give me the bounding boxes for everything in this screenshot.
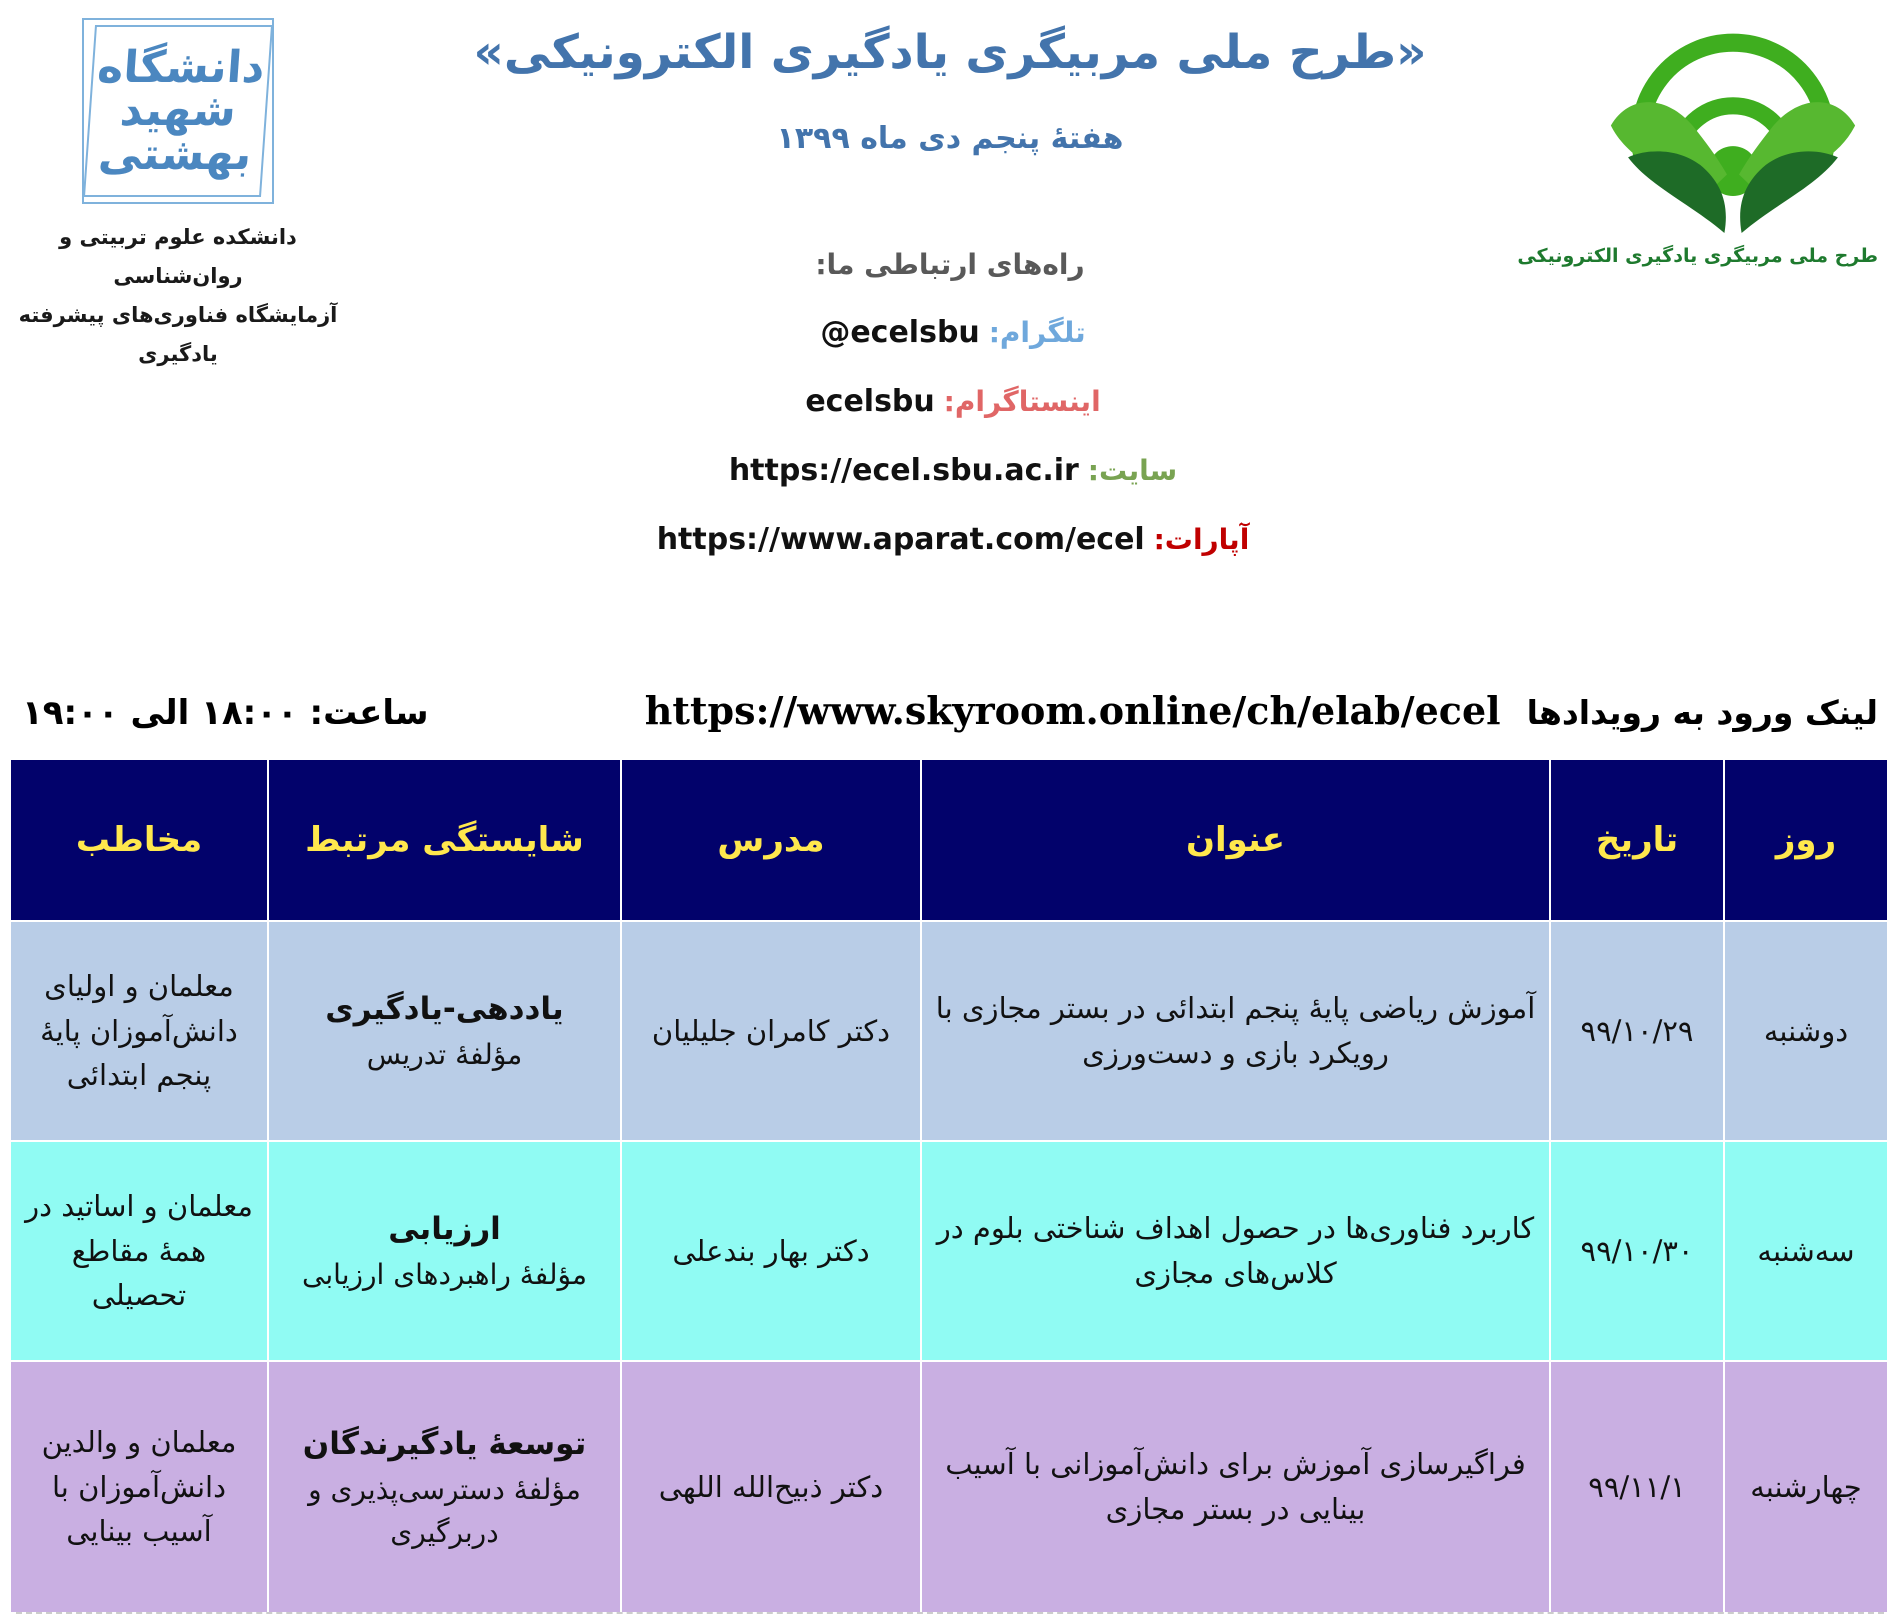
col-header-instructor: مدرس (621, 759, 921, 921)
cell-instructor: دکتر بهار بندعلی (621, 1141, 921, 1361)
competency-sub: مؤلفۀ تدریس (366, 1038, 523, 1072)
contact-site (330, 453, 1570, 488)
contact-instagram (330, 384, 1570, 419)
telegram-value: @ecelsbu (820, 315, 980, 351)
competency-sub: مؤلفۀ دسترسی‌پذیری و دربرگیری (308, 1472, 581, 1550)
site-label: سایت: (1087, 454, 1178, 488)
instagram-value: ecelsbu (805, 384, 935, 420)
col-header-date: تاریخ (1550, 759, 1724, 921)
cell-audience: معلمان و اساتید در همۀ مقاطع تحصیلی (10, 1141, 268, 1361)
schedule-table-wrap (11, 758, 1889, 1614)
contact-aparat (330, 522, 1570, 557)
table-header-row (10, 759, 1888, 921)
cell-competency (268, 921, 621, 1141)
competency-main: ارزیابی (388, 1211, 501, 1248)
events-link-label: لینک ورود به رویدادها (1526, 693, 1878, 732)
faculty-name: دانشکده علوم تربیتی و روان‌شناسی (59, 225, 297, 288)
table-row (10, 921, 1888, 1141)
ecel-logo-block (1517, 8, 1878, 267)
page-subtitle: هفتۀ پنجم دی ماه ۱۳۹۹ (776, 121, 1124, 157)
site-url-link[interactable]: https://ecel.sbu.ac.ir (728, 453, 1079, 489)
cell-date: ۹۹/۱۱/۱ (1550, 1361, 1724, 1613)
wifi-hands-logo-icon (1604, 8, 1862, 243)
cell-day: دوشنبه (1724, 921, 1888, 1141)
session-time: ساعت: ۱۸:۰۰ الی ۱۹:۰۰ (22, 693, 429, 733)
cell-date: ۹۹/۱۰/۲۹ (1550, 921, 1724, 1141)
contact-heading: راه‌های ارتباطی ما: (815, 248, 1085, 282)
cell-title: آموزش ریاضی پایۀ پنجم ابتدائی در بستر مجازی با رویکرد بازی و دست‌ورزی (921, 921, 1550, 1141)
university-logo-calligraphy (83, 25, 273, 197)
cell-instructor: دکتر ذبیح‌الله اللهی (621, 1361, 921, 1613)
cell-audience: معلمان و اولیای دانش‌آموزان پایۀ پنجم ابتدائی (10, 921, 268, 1141)
poster-header (0, 0, 1900, 640)
cell-day: سه‌شنبه (1724, 1141, 1888, 1361)
contact-telegram (330, 315, 1570, 350)
cell-audience: معلمان و والدین دانش‌آموزان با آسیب بینایی (10, 1361, 268, 1613)
cell-title: کاربرد فناوری‌ها در حصول اهداف شناختی بلوم در کلاس‌های مجازی (921, 1141, 1550, 1361)
page-break-line (16, 1612, 1884, 1614)
logo-word: دانشگاه (95, 42, 267, 94)
col-header-audience: مخاطب (10, 759, 268, 921)
cell-competency (268, 1141, 621, 1361)
logo-word: شهید (118, 85, 238, 137)
cell-day: چهارشنبه (1724, 1361, 1888, 1613)
cell-instructor: دکتر کامران جلیلیان (621, 921, 921, 1141)
schedule-table (9, 758, 1889, 1614)
left-hand-shape (1611, 102, 1727, 233)
competency-main: یاددهی-یادگیری (325, 991, 564, 1028)
events-bar (0, 688, 1900, 733)
aparat-label: آپارات: (1153, 523, 1250, 557)
cell-date: ۹۹/۱۰/۳۰ (1550, 1141, 1724, 1361)
telegram-label: تلگرام: (988, 316, 1086, 350)
competency-sub: مؤلفۀ راهبردهای ارزیابی (302, 1258, 587, 1292)
col-header-day: روز (1724, 759, 1888, 921)
aparat-url-link[interactable]: https://www.aparat.com/ecel (656, 522, 1145, 558)
title-contact-block (330, 22, 1570, 557)
logo-word: بهشتی (96, 128, 254, 180)
events-link-group (645, 688, 1878, 733)
table-row (10, 1141, 1888, 1361)
events-link-url[interactable]: https://www.skyroom.online/ch/elab/ecel (644, 688, 1501, 733)
page-title: «طرح ملی مربیگری یادگیری الکترونیکی» (473, 25, 1427, 80)
instagram-label: اینستاگرام: (943, 385, 1101, 419)
table-row (10, 1361, 1888, 1613)
university-logo-icon (82, 18, 274, 204)
col-header-competency: شایستگی مرتبط (268, 759, 621, 921)
cell-competency (268, 1361, 621, 1613)
right-hand-shape (1739, 102, 1855, 233)
ecel-logo-caption: طرح ملی مربیگری یادگیری الکترونیکی (1517, 245, 1878, 267)
cell-title: فراگیرسازی آموزش برای دانش‌آموزانی با آسیب بینایی در بستر مجازی (921, 1361, 1550, 1613)
university-block (8, 18, 348, 373)
lab-name: آزمایشگاه فناوری‌های پیشرفته یادگیری (18, 302, 338, 366)
competency-main: توسعۀ یادگیرندگان (302, 1425, 587, 1462)
col-header-title: عنوان (921, 759, 1550, 921)
